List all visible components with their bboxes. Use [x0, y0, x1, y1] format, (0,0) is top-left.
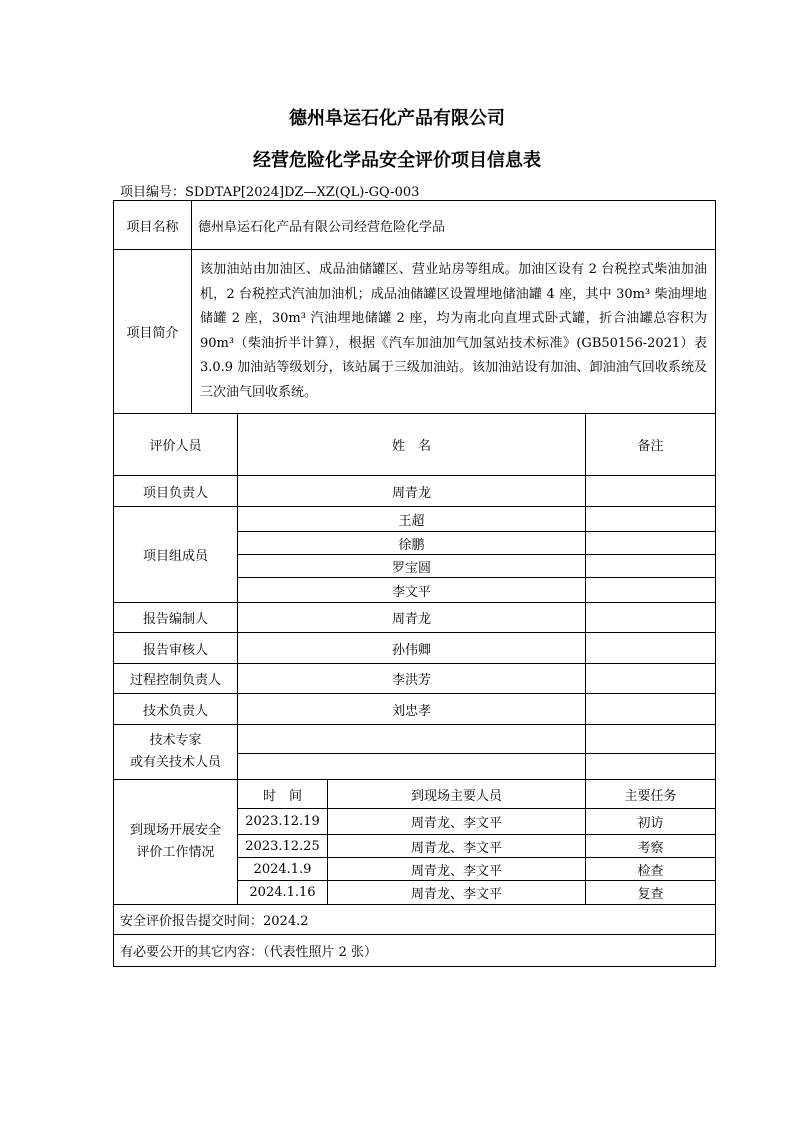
member-note [586, 555, 716, 578]
onsite-people: 周青龙、李文平 [328, 881, 586, 905]
onsite-time: 2024.1.16 [238, 881, 328, 905]
project-name-value: 德州阜运石化产品有限公司经营危险化学品 [192, 201, 716, 250]
project-intro-row [114, 250, 716, 414]
expert-note [586, 725, 716, 754]
reviewer-row [114, 633, 716, 664]
tech-label: 技术负责人 [114, 694, 238, 725]
onsite-time: 2023.12.19 [238, 809, 328, 835]
col-time-header: 时 间 [238, 780, 328, 809]
member-name: 罗宝圆 [238, 555, 586, 578]
onsite-time: 2023.12.25 [238, 835, 328, 858]
expert-label-line2: 或有关技术人员 [129, 755, 221, 770]
info-table [113, 200, 716, 967]
tech-name: 刘忠孝 [238, 694, 586, 725]
member-name: 李文平 [238, 578, 586, 603]
process-label: 过程控制负责人 [114, 664, 238, 694]
company-title: 德州阜运石化产品有限公司 [289, 108, 505, 129]
compiler-row [114, 603, 716, 633]
other-row [114, 935, 716, 967]
onsite-task: 检查 [586, 858, 716, 881]
expert-name [238, 754, 586, 780]
onsite-task: 复查 [586, 881, 716, 905]
compiler-note [586, 603, 716, 633]
expert-row [114, 725, 716, 754]
compiler-label: 报告编制人 [114, 603, 238, 633]
leader-label: 项目负责人 [114, 476, 238, 507]
col-task-header: 主要任务 [586, 780, 716, 809]
onsite-task: 初访 [586, 809, 716, 835]
project-intro-label: 项目简介 [114, 250, 192, 414]
submit-time: 安全评价报告提交时间：2024.2 [114, 905, 716, 935]
onsite-time: 2024.1.9 [238, 858, 328, 881]
process-row [114, 664, 716, 694]
member-note [586, 507, 716, 532]
col-name-header: 姓 名 [238, 414, 586, 476]
leader-name: 周青龙 [238, 476, 586, 507]
reviewer-name: 孙伟卿 [238, 633, 586, 664]
onsite-label [114, 780, 238, 905]
onsite-label-line1: 到现场开展安全 [129, 823, 221, 838]
members-label: 项目组成员 [114, 507, 238, 603]
project-number-label: 项目编号： [120, 185, 186, 200]
expert-label-line1: 技术专家 [149, 733, 202, 748]
tech-note [586, 694, 716, 725]
onsite-people: 周青龙、李文平 [328, 858, 586, 881]
project-number-value: SDDTAP[2024]DZ—XZ(QL)-GQ-003 [185, 185, 420, 200]
leader-row [114, 476, 716, 507]
form-title: 经营危险化学品安全评价项目信息表 [253, 150, 541, 171]
col-role-header: 评价人员 [114, 414, 238, 476]
reviewer-label: 报告审核人 [114, 633, 238, 664]
member-note [586, 578, 716, 603]
onsite-people: 周青龙、李文平 [328, 809, 586, 835]
expert-name [238, 725, 586, 754]
onsite-header-row [114, 780, 716, 809]
project-name-label: 项目名称 [114, 201, 192, 250]
project-number [120, 181, 419, 200]
col-note-header: 备注 [586, 414, 716, 476]
member-note [586, 532, 716, 555]
expert-note [586, 754, 716, 780]
process-note [586, 664, 716, 694]
member-row [114, 507, 716, 532]
project-intro-text: 该加油站由加油区、成品油储罐区、营业站房等组成。加油区设有 2 台税控式柴油加油机，2 台税控式汽油加油机；成品油储罐区设置埋地储油罐 4 座，其中 30m³ 柴油埋地储罐 2 座，30m³ 汽油埋地储罐 2 座，均为南北向直埋式卧式罐，折合油罐总容积为 90m³（柴油折半计算），根据《汽车加油加气加氢站技术标准》(GB50156-2021）表 3.0.9 加油站等级划分，该站属于三级加油站。该加油站设有加油、卸油油气回收系统及三次油气回收系统。 [192, 250, 716, 414]
onsite-people: 周青龙、李文平 [328, 835, 586, 858]
submit-row [114, 905, 716, 935]
compiler-name: 周青龙 [238, 603, 586, 633]
personnel-header-row [114, 414, 716, 476]
col-people-header: 到现场主要人员 [328, 780, 586, 809]
onsite-task: 考察 [586, 835, 716, 858]
onsite-label-line2: 评价工作情况 [136, 845, 215, 860]
leader-note [586, 476, 716, 507]
member-name: 徐鹏 [238, 532, 586, 555]
project-name-row [114, 201, 716, 250]
reviewer-note [586, 633, 716, 664]
other-content: 有必要公开的其它内容：（代表性照片 2 张） [114, 935, 716, 967]
expert-label [114, 725, 238, 780]
member-name: 王超 [238, 507, 586, 532]
tech-row [114, 694, 716, 725]
process-name: 李洪芳 [238, 664, 586, 694]
